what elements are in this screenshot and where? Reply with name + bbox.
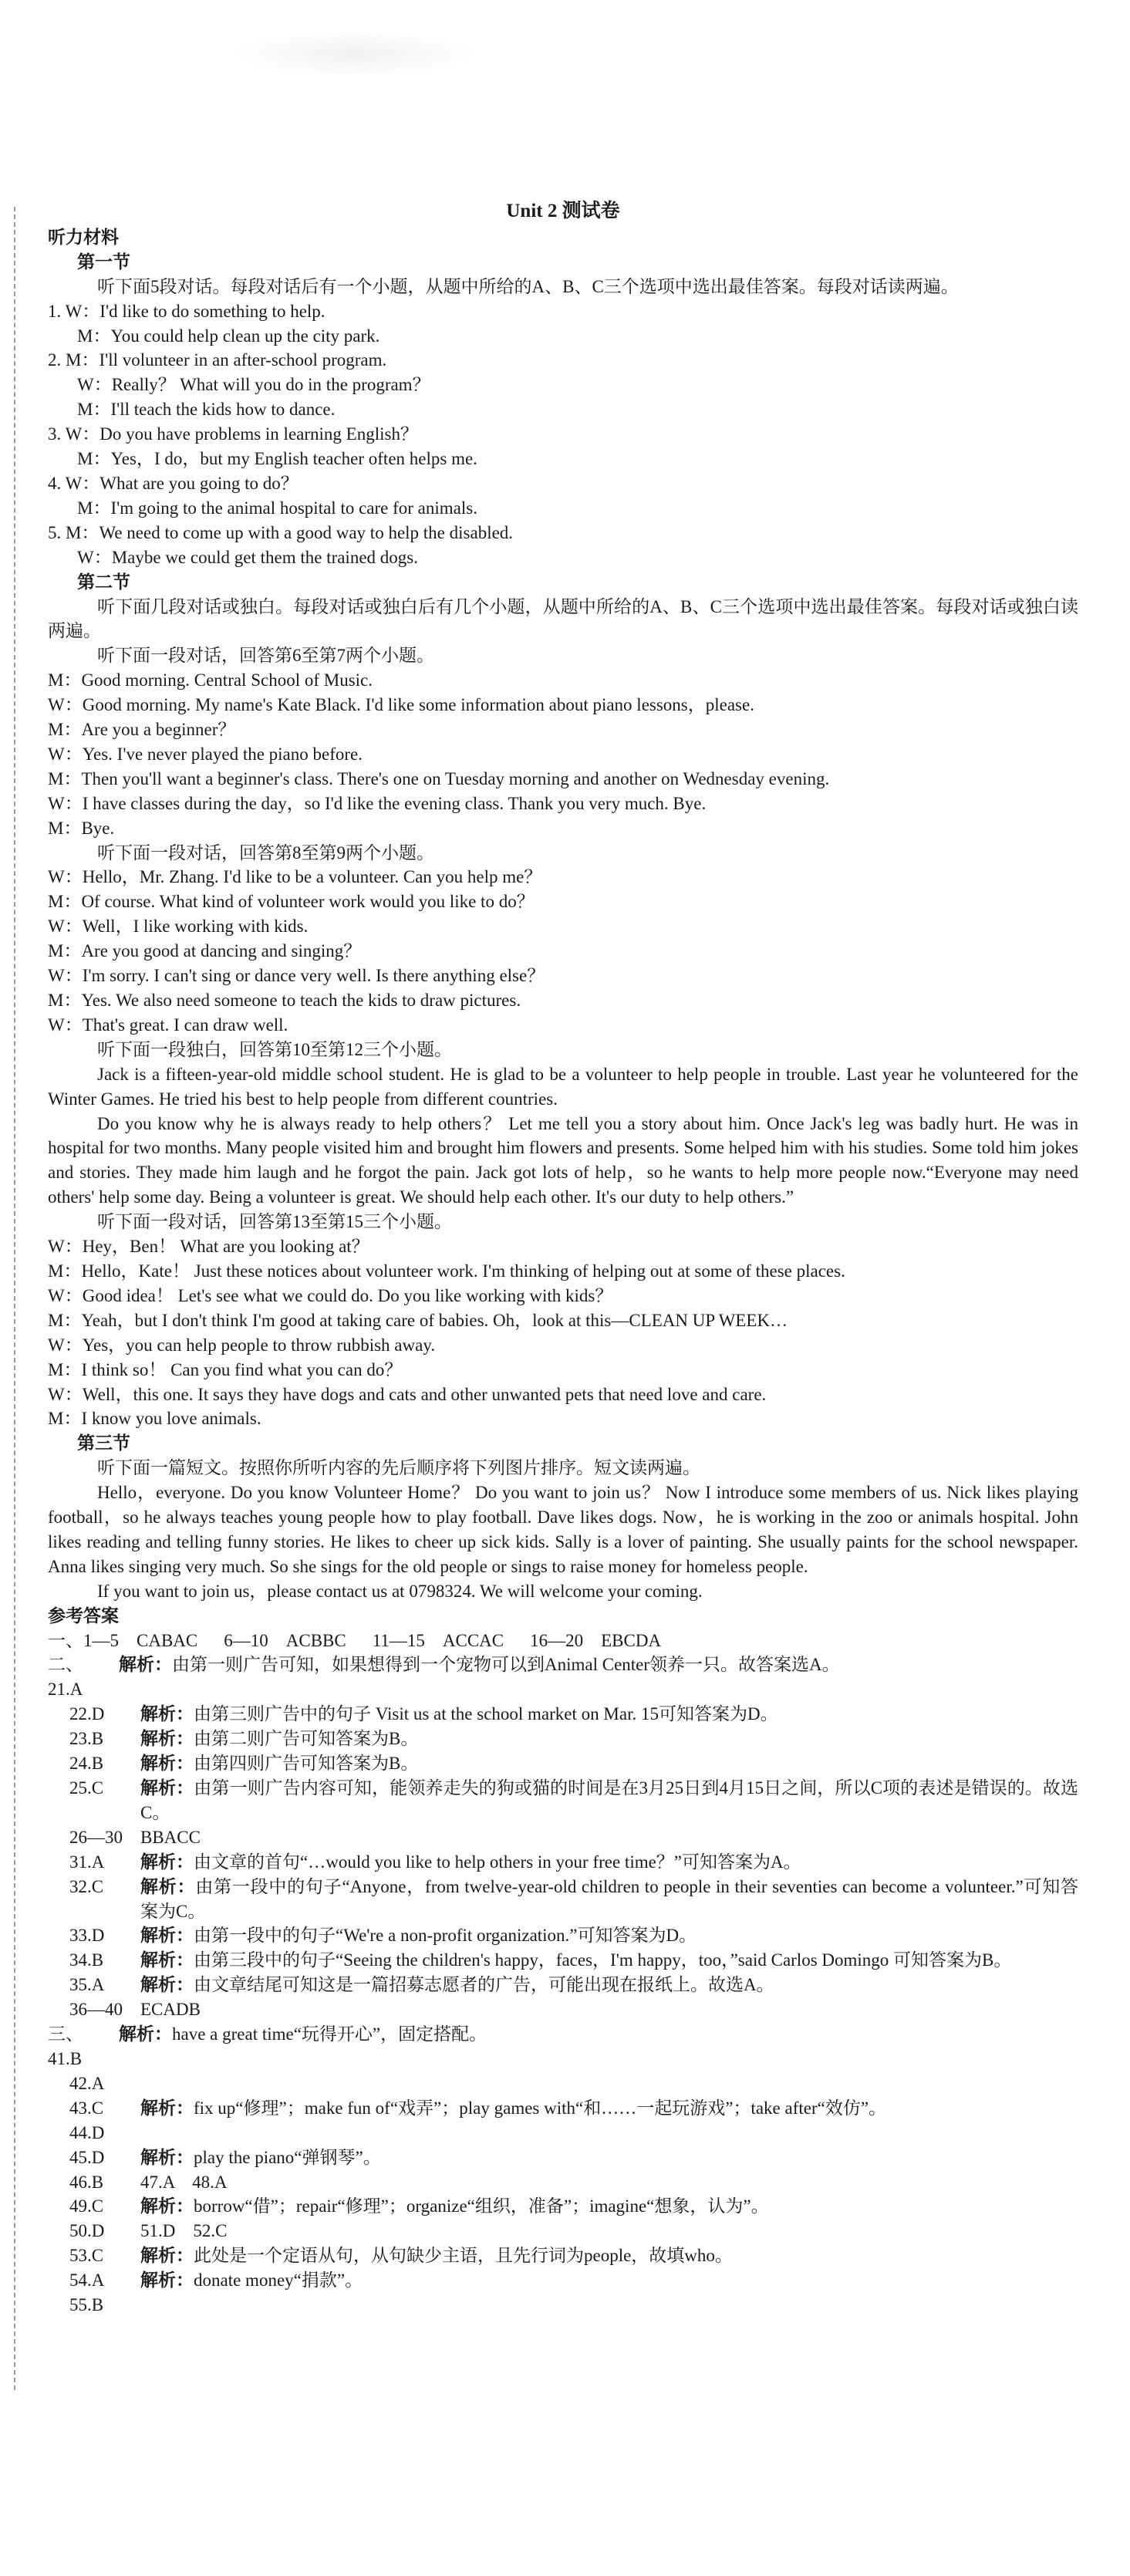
dialogue-line: W：That's great. I can draw well. (48, 1015, 288, 1035)
section3-passage (48, 1480, 1078, 1604)
question-number: 32.C (69, 1876, 104, 1896)
explanation-text: 由第二则广告可知答案为B。 (194, 1729, 419, 1749)
answers-part3 (48, 2022, 1078, 2318)
dialogue-line: M：Are you good at dancing and singing？ (48, 941, 362, 961)
answer-number (48, 2096, 133, 2121)
question-number: 45.D (69, 2147, 105, 2167)
answer-key: 51.D 52.C (140, 2221, 228, 2241)
dialogue-line: M：I'm going to the animal hospital to care for animals. (77, 498, 477, 518)
question-number: 22.D (69, 1704, 105, 1724)
dialogue3-intro: 听下面一段对话，回答第13至第15三个小题。 (97, 1212, 452, 1232)
answer-row (48, 2121, 1078, 2146)
dialogue-line: M：Hello，Kate！ Just these notices about volunteer work. I'm thinking of helping out at some of these places. (48, 1261, 845, 1281)
answer-row (48, 1825, 1078, 1850)
answer-row (48, 1875, 1078, 1924)
answer-row (48, 2219, 1078, 2243)
question-number: 41.B (48, 2048, 83, 2068)
passage-paragraph: If you want to join us，please contact us at 0798324. We will welcome your coming. (97, 1581, 703, 1601)
dialogue1 (48, 668, 1078, 840)
answer-explanation (133, 1875, 1078, 1924)
explanation-text: 由第四则广告可知答案为B。 (194, 1754, 419, 1774)
explanation-label: 解析： (140, 2196, 194, 2216)
explanation-label: 解析： (140, 1876, 196, 1896)
explanation-text: 由文章结尾可知这是一篇招募志愿者的广告，可能出现在报纸上。故选A。 (194, 1975, 774, 1995)
explanation-label: 解析： (140, 2098, 194, 2118)
answer-group: 16—20 EBCDA (530, 1630, 662, 1650)
answers-part1 (48, 1629, 1078, 1653)
dialogue-line: W：Good idea！ Let's see what we could do. Do you like working with kids？ (48, 1285, 613, 1305)
question-number: 34.B (69, 1950, 104, 1970)
answer-row (48, 2194, 1078, 2219)
explanation-text: have a great time“玩得开心”，固定搭配。 (172, 2024, 487, 2044)
part-label: 三、 (48, 2024, 83, 2044)
answers-part2 (48, 1653, 1078, 2022)
answer-explanation (133, 1702, 1078, 1727)
answer-number (48, 1997, 133, 2022)
answer-number (48, 1727, 133, 1751)
document-body (48, 199, 1078, 2318)
part1-groups (83, 1629, 661, 1653)
answer-number (48, 1776, 133, 1825)
answer-number (48, 2071, 133, 2096)
explanation-label: 解析： (140, 1704, 194, 1724)
answer-row (48, 2146, 1078, 2170)
answer-number (48, 2022, 111, 2071)
dialogue-line: W：Well，I like working with kids. (48, 917, 309, 937)
answer-explanation (133, 2096, 1078, 2121)
answer-number (48, 1653, 111, 1702)
passage-paragraph: Hello，everyone. Do you know Volunteer Home？ Do you want to join us？ Now I introduce some members of us. Nick likes playing football，so he always teaches young people how to play football. Dave likes dogs. Now，he is working in the zoo or animals hospital. John likes reading and telling funny stories. He likes to cheer up sick kids. Sally is a lover of painting. She usually paints for the school newspaper. Anna likes singing very much. So she sings for the old people or sings to raise money for homeless people. (48, 1483, 1078, 1576)
dialogue-line: M：I'll teach the kids how to dance. (77, 400, 336, 420)
question-number: 33.D (69, 1926, 105, 1946)
question-number: 50.D (69, 2221, 105, 2241)
dialogue-line: M：Yeah，but I don't think I'm good at taking care of babies. Oh，look at this—CLEAN UP WEEK… (48, 1310, 788, 1330)
answer-number (48, 2194, 133, 2219)
explanation-label: 解析： (140, 1852, 194, 1872)
explanation-label: 解析： (140, 2246, 194, 2266)
dialogue-line: W：I have classes during the day，so I'd like the evening class. Thank you very much. Bye. (48, 793, 707, 813)
answer-number (48, 1973, 133, 1997)
answer-number (48, 2170, 133, 2195)
dialogue-line: 4. W：What are you going to do？ (48, 473, 299, 493)
answer-number (48, 2268, 133, 2293)
question-number: 24.B (69, 1754, 104, 1774)
answers-header: 参考答案 (48, 1605, 119, 1626)
answer-number (48, 1923, 133, 1948)
dialogue-line: 3. W：Do you have problems in learning English？ (48, 424, 418, 444)
dialogue-line: M：Then you'll want a beginner's class. There's one on Tuesday morning and another on Wednesday evening. (48, 768, 830, 788)
dialogue1-intro: 听下面一段对话，回答第6至第7两个小题。 (97, 646, 434, 666)
dialogue-line: M：Good morning. Central School of Music. (48, 670, 373, 690)
dialogue-line: W：Really？ What will you do in the program？ (77, 375, 430, 395)
dialogue2-intro: 听下面一段对话，回答第8至第9两个小题。 (97, 842, 434, 863)
answer-row (48, 2170, 1078, 2195)
explanation-text: 由第一则广告内容可知，能领养走失的狗或猫的时间是在3月25日到4月15日之间，所以C项的表述是错误的。故选C。 (140, 1778, 1078, 1822)
question-number: 49.C (69, 2196, 104, 2216)
dialogue3 (48, 1234, 1078, 1431)
part1-label: 一、 (48, 1630, 83, 1650)
dialogue-line: 2. M：I'll volunteer in an after-school program. (48, 350, 387, 370)
explanation-text: play the piano“弹钢琴”。 (194, 2147, 381, 2167)
dialogue-line: M：Of course. What kind of volunteer work would you like to do？ (48, 892, 535, 912)
section3-intro: 听下面一篇短文。按照你所听内容的先后顺序将下列图片排序。短文读两遍。 (97, 1458, 700, 1478)
question-number: 54.A (69, 2270, 105, 2291)
answer-row (48, 1923, 1078, 1948)
answer-row (48, 2293, 1078, 2318)
answer-explanation (111, 2022, 1078, 2071)
answer-explanation (133, 2243, 1078, 2268)
answer-explanation (133, 1973, 1078, 1997)
answer-row (48, 2071, 1078, 2096)
explanation-text: 此处是一个定语从句，从句缺少主语，且先行词为people，故填who。 (194, 2246, 733, 2266)
answer-number (48, 1875, 133, 1924)
question-number: 35.A (69, 1975, 105, 1995)
explanation-text: fix up“修理”；make fun of“戏弄”；play games with“和……一起玩游戏”；take after“效仿”。 (194, 2098, 887, 2118)
answer-number (48, 2121, 133, 2146)
dialogue-line: W：Hey，Ben！ What are you looking at？ (48, 1237, 369, 1257)
explanation-text: 由第一段中的句子“Anyone，from twelve-year-old children to people in their seventies can become a volunteer.”可知答案为C。 (140, 1876, 1079, 1921)
answer-number (48, 1825, 133, 1850)
answer-number (48, 1850, 133, 1875)
monologue-paragraph: Jack is a fifteen-year-old middle school student. He is glad to be a volunteer to help people in trouble. Last year he volunteered for the Winter Games. He tried his best to help people from different countries. (48, 1064, 1078, 1109)
explanation-label: 解析： (119, 2024, 172, 2044)
explanation-text: 由第一段中的句子“We're a non-profit organization.”可知答案为D。 (194, 1926, 697, 1946)
answer-explanation (133, 1727, 1078, 1751)
answer-number (48, 2293, 133, 2318)
explanation-label: 解析： (140, 1754, 194, 1774)
dialogue-line: M：I think so！ Can you find what you can do？ (48, 1359, 403, 1379)
answer-explanation (111, 1653, 1078, 1702)
answer-explanation (133, 2194, 1078, 2219)
dialogue-line: W：I'm sorry. I can't sing or dance very well. Is there anything else？ (48, 966, 545, 986)
question-number: 44.D (69, 2122, 105, 2142)
section1-dialogues (48, 299, 1078, 570)
dialogue-line: M：Bye. (48, 818, 115, 838)
section1-intro: 听下面5段对话。每段对话后有一个小题，从题中所给的A、B、C三个选项中选出最佳答案。每段对话读两遍。 (97, 276, 959, 296)
explanation-label: 解析： (140, 1926, 194, 1946)
answer-row (48, 1997, 1078, 2022)
answer-row (48, 1973, 1078, 1997)
answer-row (48, 2268, 1078, 2293)
answer-row (48, 1850, 1078, 1875)
answer-explanation (133, 1776, 1078, 1825)
dialogue-line: W：Hello，Mr. Zhang. I'd like to be a volunteer. Can you help me？ (48, 867, 542, 887)
answer-key: BBACC (140, 1827, 201, 1847)
answer-number (48, 2146, 133, 2170)
section2-title: 第二节 (77, 572, 130, 592)
explanation-label: 解析： (140, 1950, 194, 1970)
dialogue-line: M：You could help clean up the city park. (77, 326, 380, 346)
scan-smudge (231, 31, 478, 77)
answer-explanation (133, 1923, 1078, 1948)
question-number: 43.C (69, 2098, 104, 2118)
monologue-intro: 听下面一段独白，回答第10至第12三个小题。 (97, 1039, 452, 1059)
answer-number (48, 2219, 133, 2243)
dialogue-line: W：Well，this one. It says they have dogs and cats and other unwanted pets that need love and care. (48, 1384, 767, 1404)
answer-row (48, 1727, 1078, 1751)
question-number: 42.A (69, 2073, 105, 2093)
question-number: 23.B (69, 1729, 104, 1749)
answer-row (48, 2096, 1078, 2121)
margin-dashed-line (14, 207, 15, 2390)
explanation-text: donate money“捐款”。 (194, 2270, 363, 2291)
answer-group: 6—10 ACBBC (224, 1630, 346, 1650)
page-title: Unit 2 测试卷 (506, 201, 620, 221)
question-number: 36—40 (69, 2000, 123, 2020)
explanation-text: 由第三则广告中的句子 Visit us at the school market on Mar. 15可知答案为D。 (194, 1704, 778, 1724)
section2-intro: 听下面几段对话或独白。每段对话或独白后有几个小题，从题中所给的A、B、C三个选项中选出最佳答案。每段对话或独白读两遍。 (48, 596, 1078, 641)
explanation-text: 由文章的首句“…would you like to help others in your free time？”可知答案为A。 (194, 1852, 801, 1872)
section3-title: 第三节 (77, 1433, 130, 1453)
part-label: 二、 (48, 1655, 83, 1675)
explanation-text: 由第一则广告可知，如果想得到一个宠物可以到Animal Center领养一只。故答案选A。 (172, 1655, 840, 1675)
answer-row (48, 2022, 1078, 2071)
answer-explanation (133, 2146, 1078, 2170)
answer-explanation (133, 1850, 1078, 1875)
dialogue2 (48, 865, 1078, 1037)
answer-row (48, 1751, 1078, 1776)
answer-explanation (133, 2268, 1078, 2293)
question-number: 26—30 (69, 1827, 123, 1847)
dialogue-line: M：Yes. We also need someone to teach the kids to draw pictures. (48, 991, 521, 1010)
dialogue-line: W：Yes. I've never played the piano before. (48, 744, 363, 764)
explanation-label: 解析： (140, 2147, 194, 2167)
dialogue-line: M：I know you love animals. (48, 1409, 261, 1429)
answer-number (48, 2243, 133, 2268)
answer-row (48, 1948, 1078, 1973)
dialogue-line: M：Yes，I do，but my English teacher often helps me. (77, 449, 477, 469)
answer-explanation (133, 1751, 1078, 1776)
explanation-label: 解析： (119, 1655, 172, 1675)
question-number: 46.B (69, 2172, 104, 2192)
answer-key: ECADB (140, 2000, 201, 2020)
explanation-label: 解析： (140, 1729, 194, 1749)
explanation-text: 由第三段中的句子“Seeing the children's happy，faces，I'm happy，too，”said Carlos Domingo 可知答案为B。 (194, 1950, 1012, 1970)
answer-row (48, 2243, 1078, 2268)
question-number: 31.A (69, 1852, 105, 1872)
question-number: 21.A (48, 1680, 83, 1700)
explanation-label: 解析： (140, 1778, 194, 1798)
question-number: 53.C (69, 2246, 104, 2266)
dialogue-line: 5. M：We need to come up with a good way to help the disabled. (48, 522, 514, 542)
monologue-paragraph: Do you know why he is always ready to help others？ Let me tell you a story about him. Once Jack's leg was badly hurt. He was in hospital for two months. Many people visited him and brought him flowers and presents. Some helped him with his studies. Some told him jokes and stories. They made him laugh and he forgot the pain. Jack got lots of help，so he wants to help more people now.“Everyone may need others' help some day. Being a volunteer is great. We should help each other. It's our duty to help others.” (48, 1113, 1078, 1207)
dialogue-line: W：Maybe we could get them the trained dogs. (77, 547, 418, 567)
question-number: 55.B (69, 2295, 104, 2315)
answer-row (48, 1702, 1078, 1727)
dialogue-line: M：Are you a beginner？ (48, 720, 236, 740)
answer-explanation (133, 1948, 1078, 1973)
answer-group: 11—15 ACCAC (372, 1630, 504, 1650)
answer-key: 47.A 48.A (140, 2172, 228, 2192)
monologue (48, 1062, 1078, 1210)
answer-row (48, 1776, 1078, 1825)
explanation-text: borrow“借”；repair“修理”；organize“组织，准备”；imagine“想象，认为”。 (194, 2196, 769, 2216)
dialogue-line: 1. W：I'd like to do something to help. (48, 301, 326, 321)
section1-title: 第一节 (77, 252, 130, 272)
question-number: 25.C (69, 1778, 104, 1798)
answer-number (48, 1702, 133, 1727)
answer-number (48, 1751, 133, 1776)
answer-number (48, 1948, 133, 1973)
dialogue-line: W：Good morning. My name's Kate Black. I'd like some information about piano lessons，please. (48, 695, 754, 715)
answer-group: 1—5 CABAC (83, 1630, 198, 1650)
explanation-label: 解析： (140, 1975, 194, 1995)
listening-header: 听力材料 (48, 227, 119, 247)
answer-row (48, 1653, 1078, 1702)
explanation-label: 解析： (140, 2270, 194, 2291)
dialogue-line: W：Yes，you can help people to throw rubbish away. (48, 1335, 436, 1355)
